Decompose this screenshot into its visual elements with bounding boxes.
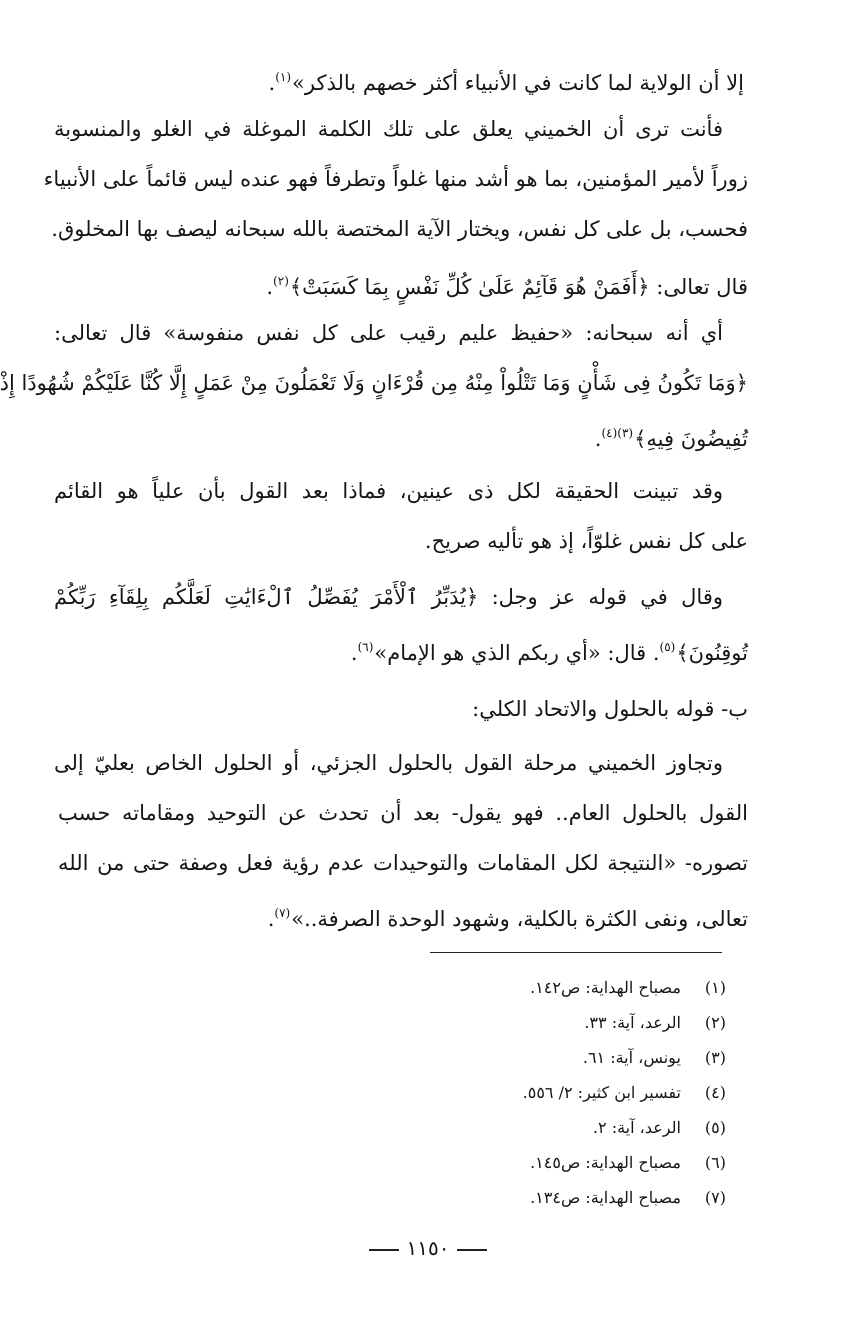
body-line: قال تعالى: ﴿أَفَمَنْ هُوَ قَآئِمٌ عَلَىٰ كُلِّ نَفْسٍ بِمَا كَسَبَتْ﴾$^{(٢)}$. — [266, 274, 748, 299]
footnote — [523, 1080, 726, 1106]
footnote — [584, 1010, 726, 1036]
section-heading: ب- قوله بالحلول والاتحاد الكلي: — [472, 697, 748, 721]
footnote-number: (٧) — [704, 1188, 726, 1207]
footnote-ref: (١) — [275, 70, 292, 84]
body-line: تصوره- «النتيجة لكل المقامات والتوحيدات عدم رؤية فعل وصفة حتى من الله — [58, 851, 749, 875]
body-line: أي أنه سبحانه: «حفيظ عليم رقيب على كل نفس منفوسة» قال تعالى: — [54, 321, 723, 345]
footnote-ref: (٧) — [274, 906, 291, 920]
footnote — [593, 1115, 726, 1141]
footnote-text: مصباح الهداية: ص١٤٥. — [530, 1153, 681, 1172]
body-line: زوراً لأمير المؤمنين، بما هو أشد منها غلواً وتطرفاً فهو عنده ليس قائماً على الأنبياء — [43, 167, 748, 191]
footnote-text: تفسير ابن كثير: ٢/ ٥٥٦. — [522, 1083, 681, 1102]
footnote-number: (١) — [704, 978, 726, 997]
body-line: فحسب، بل على كل نفس، ويختار الآية المختصة بالله سبحانه ليصف بها المخلوق. — [51, 217, 748, 241]
dash-decoration — [457, 1249, 487, 1251]
footnote-text: يونس، آية: ٦١. — [582, 1048, 681, 1067]
footnote-ref: (٥) — [659, 640, 676, 654]
footnote — [583, 1045, 726, 1071]
footnote-text: مصباح الهداية: ص١٣٤. — [530, 1188, 681, 1207]
footnote-number: (٢) — [704, 1013, 726, 1032]
body-line: وقال في قوله عز وجل: ﴿يُدَبِّرُ ٱلْأَمْرَ يُفَصِّلُ ٱلْءَايَٰتِ لَعَلَّكُم بِلِقَآءِ رَبِّكُمْ — [54, 585, 723, 609]
quran-verse-line: تُفِيضُونَ فِيهِ﴾$^{(٣)(٤)}$. — [594, 426, 748, 451]
footnote-number: (٦) — [704, 1153, 726, 1172]
footnote-number: (٣) — [704, 1048, 726, 1067]
footnote — [530, 1185, 726, 1211]
footnote-text: الرعد، آية: ٢. — [592, 1118, 681, 1137]
footnote-number: (٤) — [704, 1083, 726, 1102]
body-line: تُوقِنُونَ﴾$^{(٥)}$. قال: «أي ربكم الذي هو الإمام»$^{(٦)}$. — [350, 640, 748, 665]
body-line: إلا أن الولاية لما كانت في الأنبياء أكثر خصهم بالذكر»$^{(١)}$. — [268, 70, 744, 95]
body-line: فأنت ترى أن الخميني يعلق على تلك الكلمة الموغلة في الغلو والمنسوبة — [54, 117, 723, 141]
footnote-ref: (٢) — [273, 274, 289, 288]
footnote — [530, 975, 726, 1001]
page-number — [0, 1236, 856, 1260]
footnote-number: (٥) — [704, 1118, 726, 1137]
body-line: وقد تبينت الحقيقة لكل ذى عينين، فماذا بعد القول بأن علياً هو القائم — [54, 479, 723, 503]
footnote-text: مصباح الهداية: ص١٤٢. — [530, 978, 681, 997]
body-line: تعالى، ونفى الكثرة بالكلية، وشهود الوحدة الصرفة..»$^{(٧)}$. — [267, 906, 748, 931]
footnote-ref: (٦) — [357, 640, 374, 654]
page-number-text: ١١٥٠ — [406, 1236, 450, 1260]
body-line: على كل نفس غلوّاً، إذ هو تأليه صريح. — [424, 529, 748, 553]
body-line: وتجاوز الخميني مرحلة القول بالحلول الجزئي، أو الحلول الخاص بعليّ إلى — [54, 751, 723, 775]
dash-decoration — [369, 1249, 399, 1251]
quran-verse-line: ﴿وَمَا تَكُونُ فِى شَأْنٍ وَمَا تَتْلُواْ مِنْهُ مِن قُرْءَانٍ وَلَا تَعْمَلُونَ مِنْ عَمَلٍ إِلَّا كُنَّا عَلَيْكُمْ شُهُودًا إِذْ — [0, 371, 748, 395]
footnote-ref: (٣)(٤) — [601, 426, 634, 440]
body-line: القول بالحلول العام.. فهو يقول- بعد أن تحدث عن التوحيد ومقاماته حسب — [58, 801, 748, 825]
footnote-separator — [430, 952, 722, 953]
footnote-text: الرعد، آية: ٣٣. — [584, 1013, 681, 1032]
footnote — [530, 1150, 726, 1176]
